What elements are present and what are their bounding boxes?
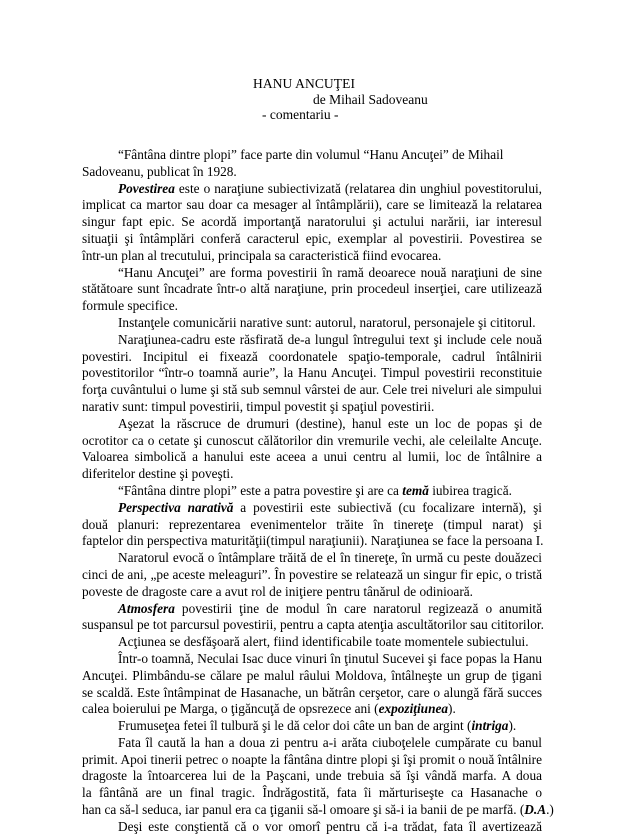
text-line: [82, 584, 542, 601]
text-line: [82, 685, 542, 702]
emphasized-term: intriga: [471, 718, 509, 734]
text-segment: ).: [508, 718, 517, 734]
emphasized-term: Povestirea: [118, 180, 175, 196]
text-line: [82, 567, 542, 584]
text-line: [82, 483, 542, 500]
text-line: [82, 533, 542, 550]
text-segment: .): [546, 802, 554, 818]
text-segment: diferitelor destine şi poveşti.: [82, 466, 234, 482]
text-line: [82, 181, 542, 198]
text-line: [82, 214, 542, 231]
text-segment: situaţii şi întâmplări conferă caracterul epic, exemplar al povestirii. Povestirea se: [82, 230, 542, 246]
text-line: [82, 365, 542, 382]
text-line: [82, 197, 542, 214]
document-author: de Mihail Sadoveanu: [313, 92, 428, 107]
text-line: [82, 802, 554, 819]
document-body: [82, 147, 554, 836]
emphasized-term: temă: [402, 482, 429, 498]
text-segment: Naraţiunea-cadru este răsfirată de-a lungul întregului text şi include cele nouă: [118, 331, 542, 347]
text-line: [82, 785, 542, 802]
emphasized-term: D.A: [524, 802, 547, 818]
text-line: [82, 298, 542, 315]
text-segment: Deşi este conştientă că o vor omorî pentru că i-a trădat, fata îl avertizează: [118, 818, 542, 834]
emphasized-term: Atmosfera: [118, 600, 175, 616]
emphasized-term: expoziţiunea: [378, 701, 449, 717]
text-segment: Sadoveanu, publicat în 1928.: [82, 163, 237, 179]
text-line: [82, 315, 542, 332]
text-line: [82, 382, 542, 399]
text-segment: formule specifice.: [82, 298, 178, 314]
text-line: [82, 517, 542, 534]
document-subtitle: - comentariu -: [262, 107, 339, 122]
text-segment: han ca să-l seduca, iar panul era ca ţiganii să-l omoare şi să-i ia banii de pe marfă. (: [82, 802, 525, 818]
text-segment: Acţiunea se desfăşoară alert, fiind identificabile toate momentele subiectului.: [118, 634, 529, 650]
text-segment: ocrotitor ca o cetate şi cunoscut călătorilor din vremurile vechi, ale celeilalte Ancuţe.: [82, 432, 542, 448]
text-segment: într-un plan al trecutului, principala sa caracteristică fiind evocarea.: [82, 247, 442, 263]
text-segment: povestiri. Incipitul ei fixează coordonatele spaţio-temporale, cadrul întâlnirii: [82, 348, 542, 364]
text-line: [82, 231, 542, 248]
text-line: [82, 735, 542, 752]
text-line: [82, 466, 542, 483]
text-line: [82, 164, 542, 181]
text-line: [82, 601, 542, 618]
text-segment: implicat ca martor sau doar ca mesager al întâmplării), care se limitează la relatarea: [82, 197, 542, 213]
text-segment: ).: [448, 701, 456, 717]
text-line: [82, 701, 542, 718]
text-line: [82, 433, 542, 450]
text-segment: “Fântâna dintre plopi” este a patra povestire şi are ca: [118, 482, 403, 498]
text-segment: stătătoare sunt încadrate într-o altă naraţiune, prin procedeul inserţiei, care utilizează: [82, 281, 542, 297]
text-line: [82, 147, 542, 164]
text-segment: suspansul pe tot parcursul povestirii, pentru a capta atenţia ascultătorilor sau cititorilor.: [82, 617, 544, 633]
text-segment: iubirea tragică.: [428, 482, 512, 498]
text-line: [82, 500, 542, 517]
text-line: [82, 449, 542, 466]
text-line: [82, 399, 542, 416]
text-segment: “Hanu Ancuţei” are forma povestirii în ramă deoarece nouă naraţiuni de sine: [118, 264, 542, 280]
text-line: [82, 718, 542, 735]
text-line: [82, 617, 542, 634]
text-segment: la fântână are un final tragic. Îndrăgostită, fata îi mărturiseşte ca Hasanache o: [82, 785, 542, 801]
text-segment: primit. Apoi tinerii petrec o noapte la fântâna dintre plopi şi îşi promit o nouă întâlnire: [82, 751, 542, 767]
text-segment: este o naraţiune subiectivizată (relatarea din unghiul povestitorului,: [174, 180, 542, 196]
text-segment: Valoarea simbolică a hanului este aceea a unui centru al lumii, loc de întâlnire a: [82, 449, 542, 465]
text-segment: Ancuţei. Plimbându-se călare pe malul râului Moldova, întâlneşte un grup de ţigani: [82, 667, 542, 683]
text-segment: povestirii ţine de modul în care naratorul regizează o anumită: [181, 600, 542, 616]
text-segment: poveste de dragoste care a avut rol de iniţiere pentru tânărul de odinioară.: [82, 583, 473, 599]
text-segment: singur fapt epic. Se acordă importanţă naratorului şi actului narării, iar interesul: [82, 214, 542, 230]
text-segment: forţa cuvântului o lume şi stă sub semnul vârstei de aur. Cele trei niveluri ale simpului: [82, 382, 542, 398]
document-title: HANU ANCUŢEI: [253, 76, 356, 91]
text-segment: calea boierului pe Marga, o ţigăncuţă de opsrezece ani (: [82, 701, 379, 717]
text-segment: două planuri: reprezentarea evenimentelor trăite în tinereţe (timpul narat) şi: [82, 516, 542, 532]
text-segment: Naratorul evocă o întâmplare trăită de el în tinereţe, în urmă cu peste douăzeci: [118, 550, 542, 566]
text-line: [82, 752, 542, 769]
text-line: [82, 416, 542, 433]
text-segment: Instanţele comunicării narative sunt: autorul, naratorul, personajele şi cititorul.: [118, 314, 536, 330]
text-line: [82, 668, 542, 685]
text-segment: narativ sunt: timpul povestirii, timpul povestit şi spaţiul povestirii.: [82, 398, 435, 414]
text-segment: faptelor din perspectiva maturităţii(timpul naraţiunii). Naraţiunea se face la persoana I.: [82, 533, 544, 549]
text-line: [82, 634, 542, 651]
text-line: [82, 332, 542, 349]
text-line: [82, 248, 542, 265]
text-line: [82, 768, 542, 785]
text-line: [82, 550, 542, 567]
text-segment: “Fântâna dintre plopi” face parte din volumul “Hanu Ancuţei” de Mihail: [118, 147, 504, 162]
text-segment: se scaldă. Este întâmpinat de Hasanache, un bătrân cerşetor, care o alungă fără succes: [82, 684, 542, 700]
text-segment: povestitorilor “într-o toamnă aurie”, la Hanu Ancuţei. Timpul povestirii reconstituie: [82, 365, 542, 381]
text-line: [82, 265, 542, 282]
text-segment: a povestirii este subiectivă (cu focalizare internă), şi: [240, 499, 542, 515]
text-segment: Fata îl caută la han a doua zi pentru a-i arăta ciuboţelele cumpărate cu banul: [118, 734, 542, 750]
text-segment: Aşezat la răscruce de drumuri (destine), hanul este un loc de popas şi de: [118, 415, 542, 431]
text-segment: Într-o toamnă, Neculai Isac duce vinuri în ţinutul Sucevei şi face popas la Hanu: [118, 650, 542, 666]
text-segment: Frumuseţea fetei îl tulbură şi le dă celor doi câte un ban de argint (: [118, 718, 472, 734]
text-segment: dragoste la întoarcerea lui de la Paşcani, unde trebuia să îşi vândă marfa. A doua: [82, 768, 542, 784]
text-line: [82, 349, 542, 366]
text-line: [82, 281, 542, 298]
text-line: [82, 651, 542, 668]
text-segment: cinci de ani, „pe aceste meleaguri”. În povestire se relatează un singur fir epic, o tristă: [82, 566, 542, 582]
text-line: [82, 819, 542, 836]
emphasized-term: Perspectiva narativă: [118, 499, 234, 515]
